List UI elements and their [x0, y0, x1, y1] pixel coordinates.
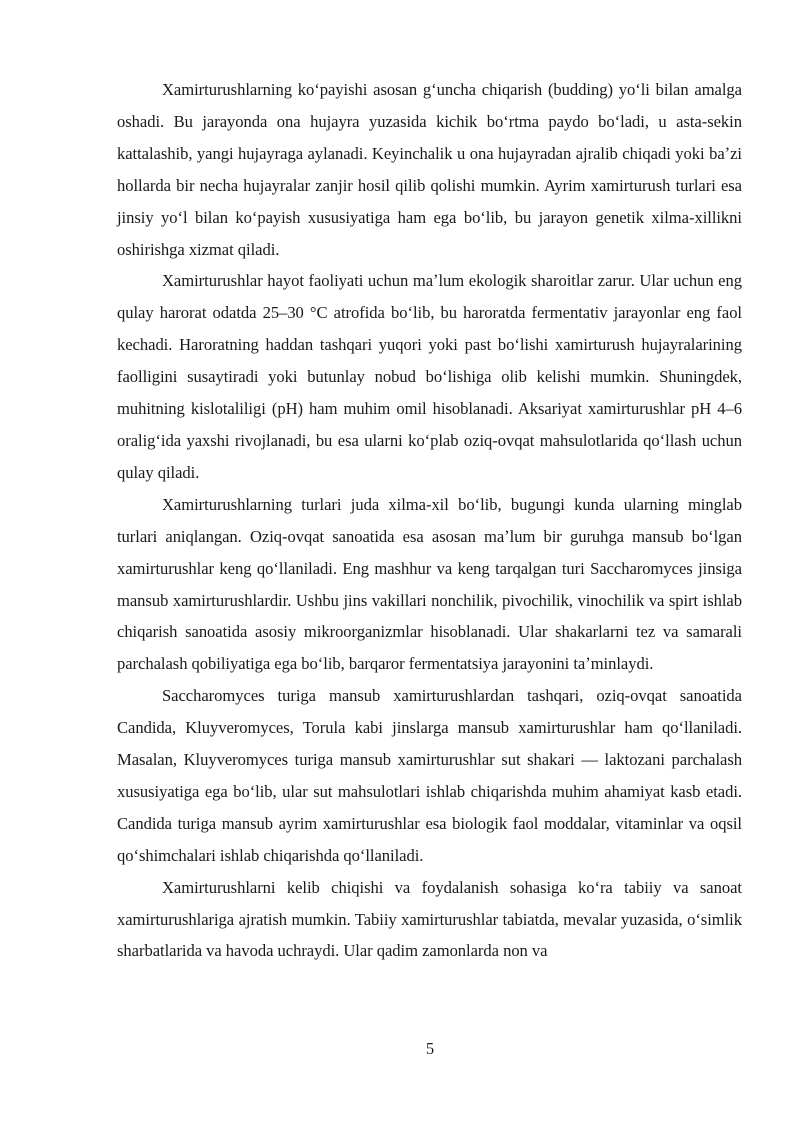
page-number: 5 — [425, 1039, 435, 1058]
paragraph-other-genera: Saccharomyces turiga mansub xamirturushlardan tashqari, oziq-ovqat sanoatida Candida, Kluyveromyces, Torula kabi jinslarga mansub xamirturushlar ham qoʻllaniladi. Masalan, Kluyveromyces turiga mansub xamirturushlar sut shakari — laktozani parchalash xususiyatiga ega boʻlib, ular sut mahsulotlari ishlab chiqarishda muhim ahamiyat kasb etadi. Candida turiga mansub ayrim xamirturushlar esa biologik faol moddalar, vitaminlar va oqsil qoʻshimchalari ishlab chiqarishda qoʻllaniladi. — [117, 686, 742, 865]
paragraph-budding: Xamirturushlarning koʻpayishi asosan gʻuncha chiqarish (budding) yoʻli bilan amalga oshadi. Bu jarayonda ona hujayra yuzasida kichik boʻrtma paydo boʻladi, u asta-sekin kattalashib, yangi hujayraga aylanadi. Keyinchalik u ona hujayradan ajralib chiqadi yoki baʼzi hollarda bir necha hujayralar zanjir hosil qilib qolishi mumkin. Ayrim xamirturush turlari esa jinsiy yoʻl bilan koʻpayish xususiyatiga ham ega boʻlib, bu jarayon genetik xilma-xillikni oshirishga xizmat qiladi. — [117, 80, 742, 259]
text-body — [117, 74, 742, 967]
paragraph-ecological-conditions: Xamirturushlar hayot faoliyati uchun maʼlum ekologik sharoitlar zarur. Ular uchun eng qulay harorat odatda 25–30 °C atrofida boʻlib, bu haroratda fermentativ jarayonlar eng faol kechadi. Haroratning haddan tashqari yuqori yoki past boʻlishi xamirturush hujayralarining faolligini susaytiradi yoki butunlay nobud boʻlishiga olib kelishi mumkin. Shuningdek, muhitning kislotaliligi (pH) ham muhim omil hisoblanadi. Aksariyat xamirturushlar pH 4–6 oraligʻida yaxshi rivojlanadi, bu esa ularni koʻplab oziq-ovqat mahsulotlarida qoʻllash uchun qulay qiladi. — [117, 271, 742, 482]
paragraph-yeast-types: Xamirturushlarning turlari juda xilma-xil boʻlib, bugungi kunda ularning minglab turlari aniqlangan. Oziq-ovqat sanoatida esa asosan maʼlum bir guruhga mansub boʻlgan xamirturushlar keng qoʻllaniladi. Eng mashhur va keng tarqalgan turi Saccharomyces jinsiga mansub xamirturushlardir. Ushbu jins vakillari nonchilik, pivochilik, vinochilik va spirt ishlab chiqarish sanoatida asosiy mikroorganizmlar hisoblanadi. Ular shakarlarni tez va samarali parchalash qobiliyatiga ega boʻlib, barqaror fermentatsiya jarayonini taʼminlaydi. — [117, 494, 742, 674]
paragraph-natural-industrial: Xamirturushlarni kelib chiqishi va foydalanish sohasiga koʻra tabiiy va sanoat xamirturushlariga ajratish mumkin. Tabiiy xamirturushlar tabiatda, mevalar yuzasida, oʻsimlik sharbatlarida va havoda uchraydi. Ular qadim zamonlarda non va — [117, 877, 742, 961]
